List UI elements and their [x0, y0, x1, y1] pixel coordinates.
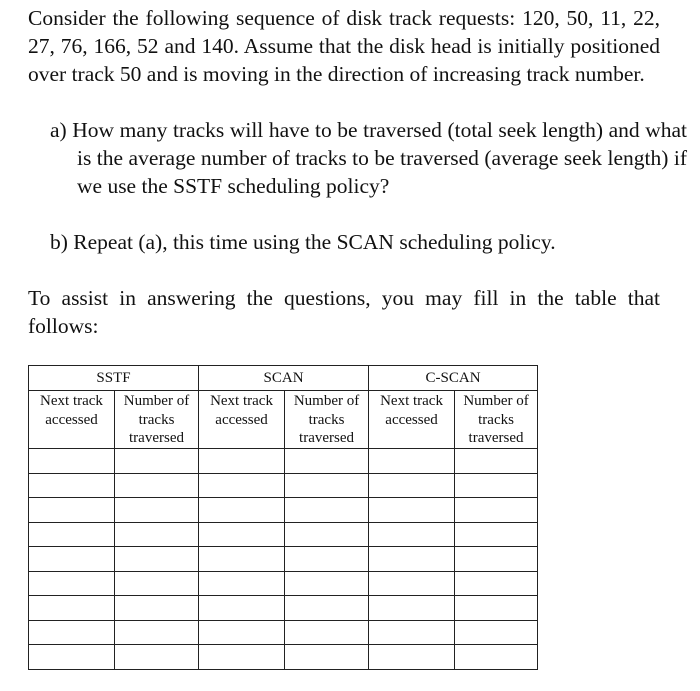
- table-cell: [455, 596, 538, 621]
- column-header: Next track accessed: [199, 391, 285, 449]
- table-cell: [369, 645, 455, 670]
- table-cell: [285, 645, 369, 670]
- table-row: [29, 473, 538, 498]
- group-header-cscan: C-SCAN: [369, 366, 538, 391]
- table-cell: [29, 547, 115, 572]
- table-cell: [369, 571, 455, 596]
- table-cell: [285, 571, 369, 596]
- table-cell: [455, 522, 538, 547]
- table-cell: [285, 522, 369, 547]
- table-cell: [29, 596, 115, 621]
- column-header: Next track accessed: [29, 391, 115, 449]
- column-header: Number of tracks traversed: [455, 391, 538, 449]
- question-part-b: b) Repeat (a), this time using the SCAN scheduling policy.: [50, 230, 556, 254]
- table-cell: [115, 498, 199, 523]
- disk-scheduling-table: [28, 365, 538, 670]
- table-cell: [115, 645, 199, 670]
- table-cell: [115, 547, 199, 572]
- table-cell: [455, 449, 538, 474]
- table-cell: [285, 473, 369, 498]
- table-cell: [115, 571, 199, 596]
- table-cell: [455, 620, 538, 645]
- table-cell: [199, 547, 285, 572]
- column-header: Next track accessed: [369, 391, 455, 449]
- table-cell: [199, 620, 285, 645]
- table-cell: [199, 596, 285, 621]
- table-cell: [455, 473, 538, 498]
- table-cell: [455, 498, 538, 523]
- table-cell: [199, 498, 285, 523]
- table-cell: [199, 571, 285, 596]
- table-cell: [29, 620, 115, 645]
- assist-text: To assist in answering the questions, you may fill in the table that follows:: [28, 286, 660, 338]
- table-row: [29, 571, 538, 596]
- table-cell: [455, 571, 538, 596]
- table-cell: [115, 449, 199, 474]
- question-part-a: a) How many tracks will have to be traversed (total seek length) and what is the average number of tracks to be traversed (average seek length) if we use the SSTF scheduling policy?: [50, 118, 687, 198]
- column-header-row: [29, 391, 538, 449]
- table-cell: [29, 473, 115, 498]
- table-row: [29, 498, 538, 523]
- table-row: [29, 449, 538, 474]
- table-cell: [199, 473, 285, 498]
- group-header-scan: SCAN: [199, 366, 369, 391]
- table-cell: [285, 596, 369, 621]
- table-cell: [369, 547, 455, 572]
- table-cell: [115, 522, 199, 547]
- table-cell: [285, 620, 369, 645]
- group-header-sstf: SSTF: [29, 366, 199, 391]
- table-cell: [199, 522, 285, 547]
- table-cell: [369, 522, 455, 547]
- table-cell: [29, 522, 115, 547]
- table-cell: [285, 498, 369, 523]
- table-row: [29, 547, 538, 572]
- column-header: Number of tracks traversed: [115, 391, 199, 449]
- table-cell: [115, 596, 199, 621]
- table-cell: [455, 547, 538, 572]
- group-header-row: [29, 366, 538, 391]
- table-cell: [285, 547, 369, 572]
- table-row: [29, 522, 538, 547]
- table-body: [29, 449, 538, 670]
- table-row: [29, 645, 538, 670]
- table-cell: [199, 449, 285, 474]
- table-cell: [29, 449, 115, 474]
- column-header: Number of tracks traversed: [285, 391, 369, 449]
- table-cell: [369, 449, 455, 474]
- table-cell: [29, 571, 115, 596]
- table-cell: [115, 620, 199, 645]
- question-intro: Consider the following sequence of disk track requests: 120, 50, 11, 22, 27, 76, 166, 52 and 140. Assume that the disk head is initially positioned over track 50 and is moving in the direction of increasing track number.: [28, 6, 660, 86]
- table-cell: [29, 498, 115, 523]
- table-cell: [369, 620, 455, 645]
- table-cell: [285, 449, 369, 474]
- table-cell: [369, 473, 455, 498]
- table-cell: [199, 645, 285, 670]
- table-row: [29, 596, 538, 621]
- table-cell: [29, 645, 115, 670]
- table-cell: [369, 498, 455, 523]
- table-cell: [455, 645, 538, 670]
- table-cell: [115, 473, 199, 498]
- table-row: [29, 620, 538, 645]
- table-cell: [369, 596, 455, 621]
